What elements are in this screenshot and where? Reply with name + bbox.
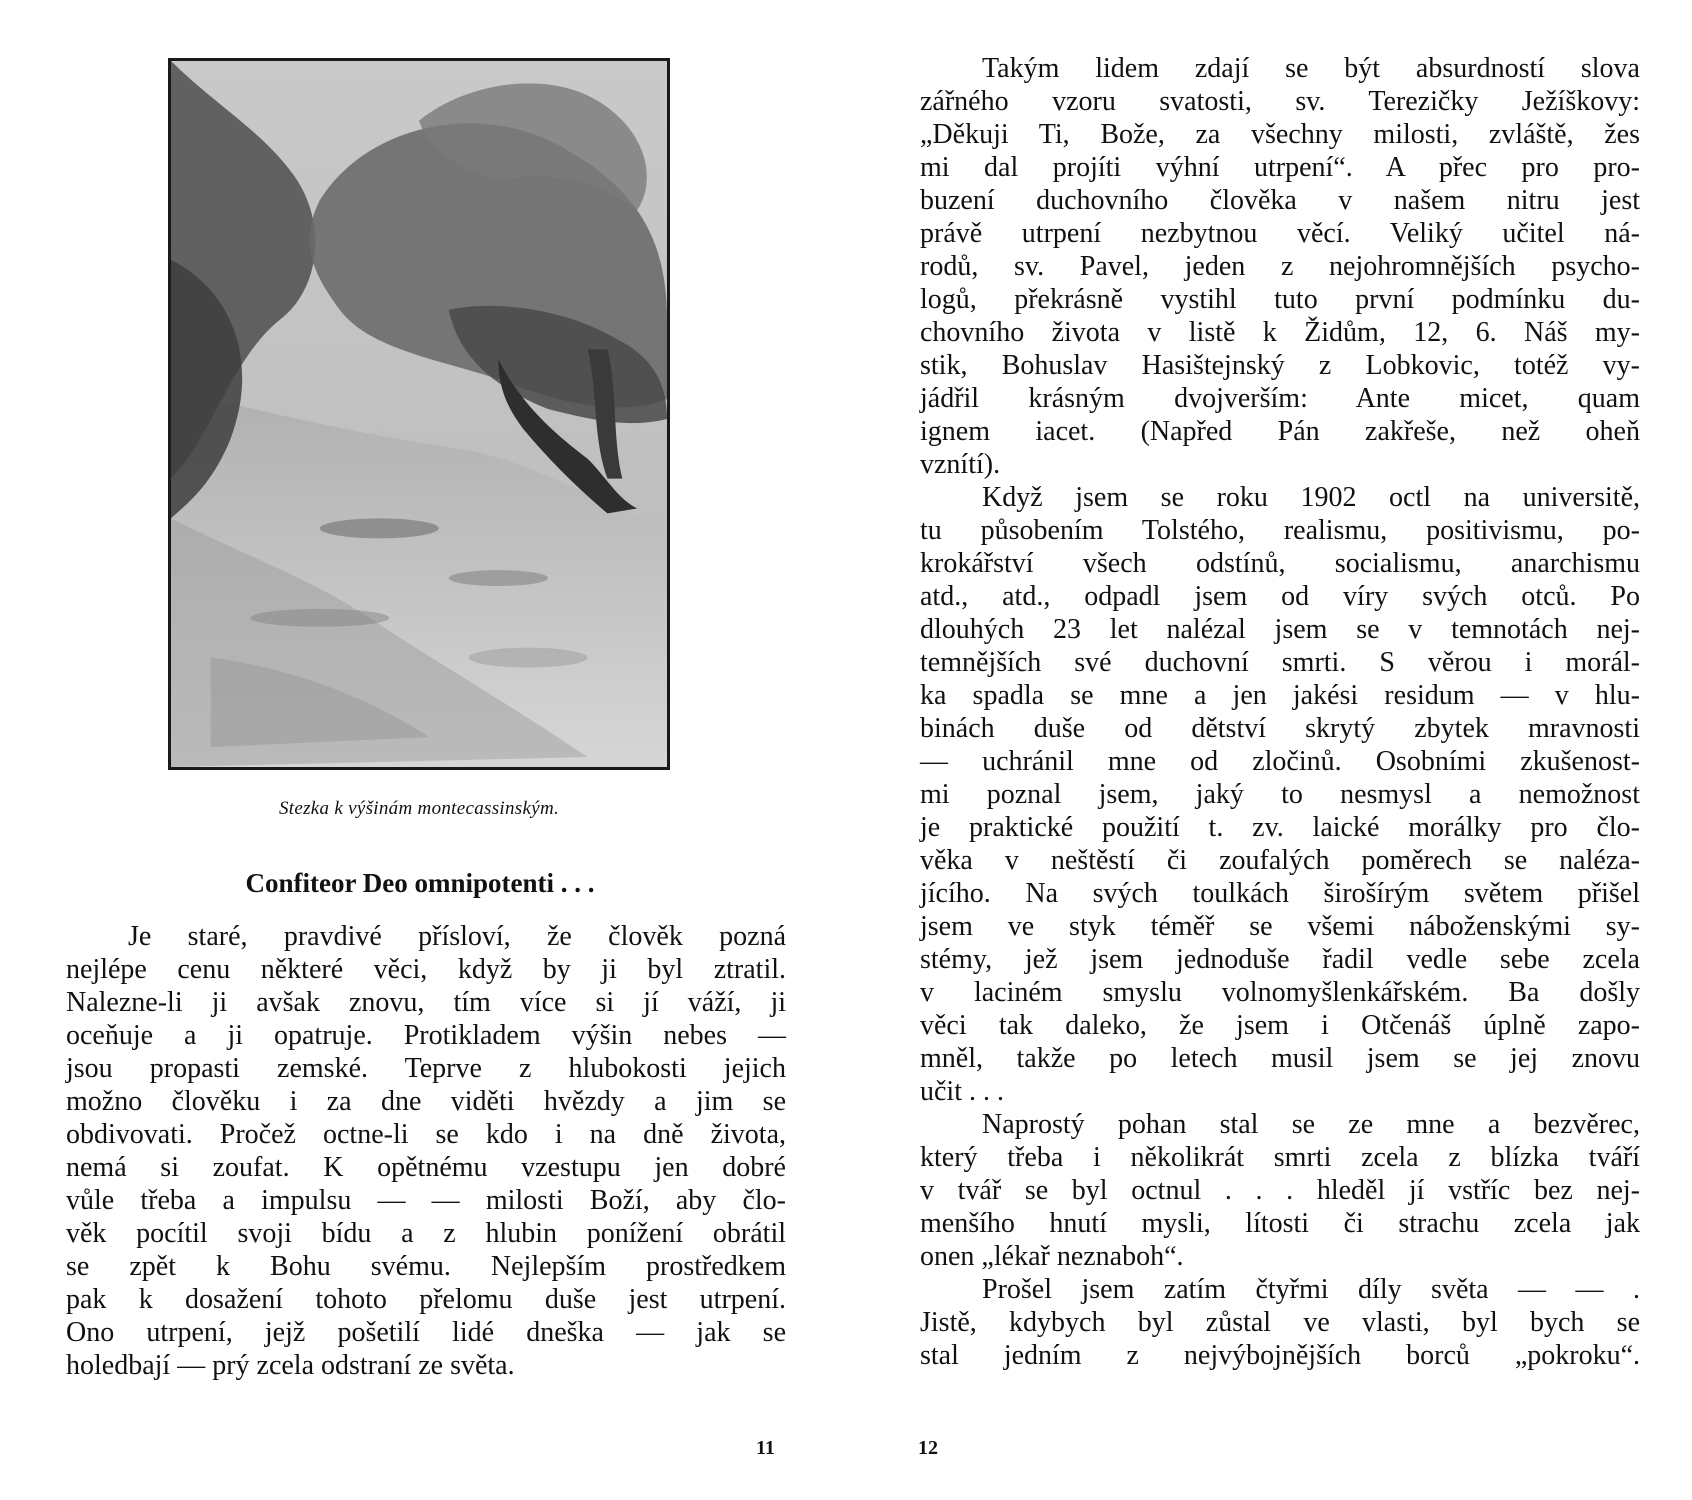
page-number: 12 <box>918 1437 938 1459</box>
text-line: Naprostý pohan stal se ze mne a bezvěrec, <box>982 1109 1640 1140</box>
text-line: Ono utrpení, jejž pošetilí lidé dneška — jak se <box>66 1317 786 1348</box>
section-heading: Confiteor Deo omnipotenti . . . <box>245 868 595 898</box>
text-line: Prošel jsem zatím čtyřmi díly světa — — . <box>982 1274 1640 1305</box>
right-page <box>846 0 1692 1500</box>
text-line: menšího hnutí mysli, lítosti či strachu zcela jak <box>920 1208 1640 1239</box>
text-line: v tvář se byl octnul . . . hleděl jí vstříc bez nej- <box>920 1175 1640 1206</box>
text-line: vůle třeba a impulsu — — milosti Boží, aby člo- <box>66 1185 786 1216</box>
text-line: pak k dosažení tohoto přelomu duše jest utrpení. <box>66 1284 786 1315</box>
text-line: nejlépe cenu některé věci, když by ji byl ztratil. <box>66 954 786 985</box>
text-line: vznítí). <box>920 449 1001 480</box>
text-line: — uchránil mne od zločinů. Osobními zkušenost- <box>920 746 1640 777</box>
text-line: dlouhých 23 let nalézal jsem se v temnotách nej- <box>920 614 1640 645</box>
text-line: onen „lékař neznaboh“. <box>920 1241 1184 1272</box>
text-line: Když jsem se roku 1902 octl na universitě, <box>982 482 1640 513</box>
text-line: stik, Bohuslav Hasištejnský z Lobkovic, totéž vy- <box>920 350 1640 381</box>
text-line: právě utrpení nezbytnou věcí. Veliký učitel ná- <box>920 218 1640 249</box>
text-line: nemá si zoufat. K opětnému vzestupu jen dobré <box>66 1152 786 1183</box>
text-line: obdivovati. Pročež octne-li se kdo i na dně života, <box>66 1119 786 1150</box>
text-line: krokářství všech odstínů, socialismu, anarchismu <box>920 548 1640 579</box>
text-line: možno člověku i za dne viděti hvězdy a jim se <box>66 1086 786 1117</box>
left-paragraph <box>66 920 786 1382</box>
text-line: ka spadla se mne a jen jakési residum — v hlu- <box>920 680 1640 711</box>
text-line: věci tak daleko, že jsem i Otčenáš úplně zapo- <box>920 1010 1640 1041</box>
text-line: rodů, sv. Pavel, jeden z nejohromnějších psycho- <box>920 251 1640 282</box>
text-line: holedbají — prý zcela odstraní ze světa. <box>66 1350 515 1381</box>
photograph-olive-path <box>168 58 670 770</box>
text-line: Takým lidem zdají se být absurdností slova <box>982 53 1640 84</box>
text-line: v laciném smyslu volnomyšlenkářském. Ba došly <box>920 977 1640 1008</box>
text-line: logů, překrásně vystihl tuto první podmínku du- <box>920 284 1640 315</box>
text-line: jsou propasti zemské. Teprve z hlubokosti jejich <box>66 1053 786 1084</box>
text-line: tu působením Tolstého, realismu, positivismu, po- <box>920 515 1640 546</box>
text-line: jsem ve styk téměř se všemi náboženskými sy- <box>920 911 1640 942</box>
text-line: „Děkuji Ti, Bože, za všechny milosti, zvláště, žes <box>920 119 1640 150</box>
text-line: věka v neštěstí či zoufalých poměrech se naléza- <box>920 845 1640 876</box>
text-line: oceňuje a ji opatruje. Protikladem výšin nebes — <box>66 1020 786 1051</box>
text-line: Jistě, kdybych byl zůstal ve vlasti, byl bych se <box>920 1307 1640 1338</box>
text-line: jádřil krásným dvojverším: Ante micet, quam <box>920 383 1640 414</box>
photo-caption: Stezka k výšinám montecassinským. <box>278 798 560 819</box>
text-line: atd., atd., odpadl jsem od víry svých otců. Po <box>920 581 1640 612</box>
text-line: je praktické použití t. zv. laické morálky pro člo- <box>920 812 1640 843</box>
text-line: mi poznal jsem, jaký to nesmysl a nemožnost <box>920 779 1640 810</box>
text-line: chovního života v listě k Židům, 12, 6. Náš my- <box>920 317 1640 348</box>
text-line: binách duše od dětství skrytý zbytek mravnosti <box>920 713 1640 744</box>
text-line: zářného vzoru svatosti, sv. Terezičky Ježíškovy: <box>920 86 1640 117</box>
text-line: buzení duchovního člověka v našem nitru jest <box>920 185 1640 216</box>
photo-illustration <box>171 61 667 767</box>
text-line: ignem iacet. (Napřed Pán zakřeše, než oheň <box>920 416 1640 447</box>
text-line: Je staré, pravdivé přísloví, že člověk pozná <box>128 921 786 952</box>
text-line: který třeba i několikrát smrti zcela z blízka tváří <box>920 1142 1640 1173</box>
text-line: stal jedním z nejvýbojnějších borců „pokroku“. <box>920 1340 1640 1371</box>
text-line: temnějších své duchovní smrti. S věrou i morál- <box>920 647 1640 678</box>
text-line: se zpět k Bohu svému. Nejlepším prostředkem <box>66 1251 786 1282</box>
page-number: 11 <box>756 1437 775 1459</box>
text-line: Nalezne-li ji avšak znovu, tím více si jí váží, ji <box>66 987 786 1018</box>
text-line: mi dal projíti výhní utrpení“. A přec pro pro- <box>920 152 1640 183</box>
text-line: věk pocítil svoji bídu a z hlubin ponížení obrátil <box>66 1218 786 1249</box>
text-line: stémy, jež jsem jednoduše řadil vedle sebe zcela <box>920 944 1640 975</box>
text-line: jícího. Na svých toulkách širošírým světem přišel <box>920 878 1640 909</box>
right-text <box>920 52 1640 1372</box>
text-line: učit . . . <box>920 1076 1004 1107</box>
text-line: mněl, takže po letech musil jsem se jej znovu <box>920 1043 1640 1074</box>
